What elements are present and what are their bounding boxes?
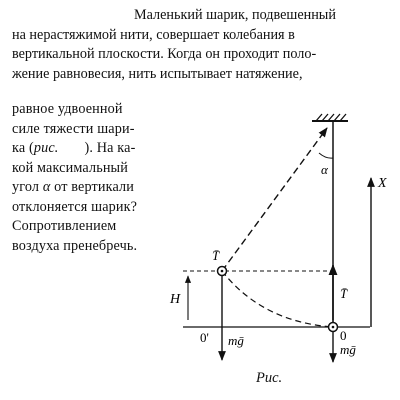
question-ref-open: ка ( bbox=[12, 140, 34, 156]
tension-label-bottom: T̄ bbox=[340, 286, 348, 301]
zero-prime-label: 0' bbox=[200, 330, 209, 345]
question-line-6: отклоняется шарик? bbox=[12, 198, 138, 215]
question-from-vertical: от вертикали bbox=[50, 179, 135, 195]
question-line-4: кой максимальный bbox=[12, 159, 128, 176]
ball-deflected-dot bbox=[221, 270, 224, 273]
angle-arc bbox=[319, 153, 333, 158]
gravity-label-right: mḡ bbox=[340, 342, 356, 357]
trajectory-arc bbox=[222, 271, 333, 327]
intro-line-3: вертикальной плоскости. Когда он проходит поло- bbox=[12, 46, 317, 62]
question-line-8: воздуха пренебречь. bbox=[12, 237, 138, 254]
alpha-label: α bbox=[321, 162, 328, 177]
question-line-2: силе тяжести шари- bbox=[12, 120, 135, 137]
x-axis-label: X bbox=[378, 176, 387, 191]
question-line-1: равное удвоенной bbox=[12, 101, 123, 117]
zero-label: 0 bbox=[340, 328, 347, 343]
intro-line-4: жение равновесия, нить испытывает натяжение, bbox=[12, 65, 303, 82]
question-line-7: Сопротивлением bbox=[12, 218, 117, 234]
figure-reference: рис. bbox=[33, 140, 59, 156]
ceiling-support bbox=[312, 114, 348, 121]
alpha-symbol: α bbox=[42, 179, 51, 195]
tension-label-top: T̄ bbox=[212, 248, 220, 263]
intro-line-1: Маленький шарик, подвешенный bbox=[134, 7, 336, 23]
figure-caption: Рис. bbox=[256, 370, 283, 386]
height-label: H bbox=[170, 292, 181, 307]
deflected-string bbox=[222, 128, 327, 271]
ball-equilibrium-dot bbox=[332, 326, 335, 329]
question-word-angle: угол bbox=[12, 179, 40, 195]
question-ref-close: ). На ка- bbox=[84, 140, 136, 156]
intro-line-2: на нерастяжимой нити, совершает колебания в bbox=[12, 26, 295, 43]
gravity-label-left: mḡ bbox=[228, 333, 244, 348]
